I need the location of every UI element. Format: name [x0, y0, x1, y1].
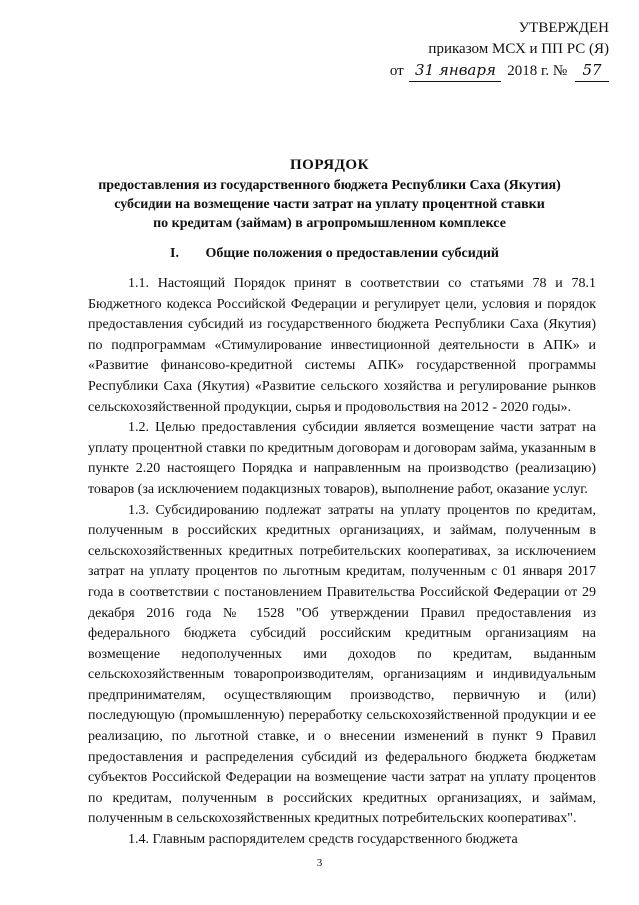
approved-label: УТВЕРЖДЕН: [518, 20, 609, 36]
paragraph-1-2: 1.2. Целью предоставления субсидии является возмещение части затрат на уплату процентной ставки по кредитным договорам и договорам займа, указанным в пункте 2.20 настоящего Порядка и направленным на производство (реализацию) товаров (за исключением подакцизных товаров), выполнение работ, оказание услуг.: [88, 420, 596, 497]
from-label: от: [389, 63, 404, 79]
approval-stamp: [390, 18, 609, 82]
paragraph-1-3: 1.3. Субсидированию подлежат затраты на уплату процентов по кредитам, полученным в российских кредитных организациях, и займам, полученным в сельскохозяйственных кредитных потребительских кооперативах, за исключением затрат на уплату процентов по льготным кредитам, полученным с 01 января 2017 года в соответствии с постановлением Правительства Российской Федерации от 29 декабря 2016 года № 1528 "Об утверждении Правил предоставления из федерального бюджета субсидий российским кредитным организациям на возмещение недополученных ими доходов по кредитам, выданным сельскохозяйственным товаропроизводителям, организациям и индивидуальным предпринимателям, осуществляющим производство, первичную и (или) последующую (промышленную) переработку сельскохозяйственной продукции и ее реализацию, по льготной ставке, и о внесении изменений в пункт 9 Правил предоставления и распределения субсидий из федерального бюджета бюджетам субъектов Российской Федерации на возмещение части затрат на уплату процентов по кредитам, полученным в российских кредитных организациях, и займам, полученным в сельскохозяйственных кредитных потребительских кооперативах".: [88, 502, 596, 827]
section-number: I.: [170, 246, 179, 261]
page-number: 3: [316, 857, 323, 869]
order-label: приказом МСХ и ПП РС (Я): [428, 41, 609, 57]
year-label: 2018 г. №: [507, 63, 568, 79]
section-heading: [170, 246, 499, 262]
handwritten-date: 31 января: [409, 60, 501, 82]
approval-date-line: [390, 60, 609, 82]
handwritten-number: 57: [575, 60, 609, 82]
title-line-3: по кредитам (займам) в агропромышленном комплексе: [153, 216, 506, 231]
title-heading: ПОРЯДОК: [290, 157, 369, 173]
section-title: Общие положения о предоставлении субсидий: [205, 246, 499, 261]
document-title: [60, 156, 599, 233]
paragraph-1-1: 1.1. Настоящий Порядок принят в соответствии со статьями 78 и 78.1 Бюджетного кодекса Российской Федерации и регулирует цели, условия и порядок предоставления субсидий из государственного бюджета Республики Саха (Якутия) по подпрограммам «Стимулирование инвестиционной деятельности в АПК» и «Развитие финансово-кредитной системы АПК» государственной программы Республики Саха (Якутия) «Развитие сельского хозяйства и регулирование рынков сельскохозяйственной продукции, сырья и продовольствия на 2012 - 2020 годы».: [88, 276, 596, 415]
title-line-2: субсидии на возмещение части затрат на уплату процентной ставки: [114, 197, 545, 212]
document-body: [88, 274, 596, 851]
paragraph-1-4: 1.4. Главным распорядителем средств государственного бюджета: [128, 832, 518, 848]
title-line-1: предоставления из государственного бюджета Республики Саха (Якутия): [98, 178, 561, 193]
